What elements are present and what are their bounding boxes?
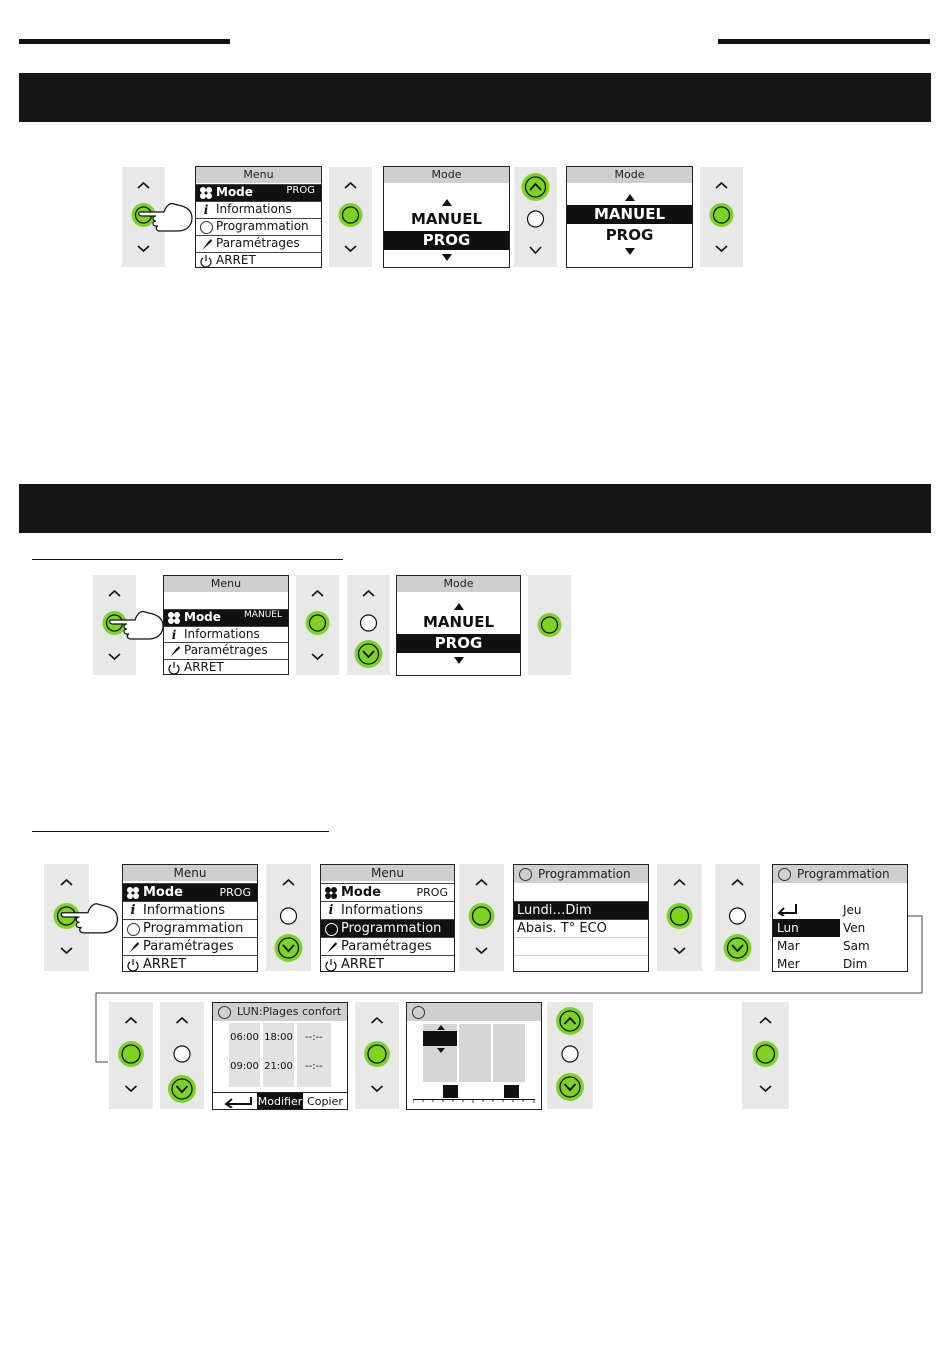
arrow-down-icon	[437, 1048, 445, 1053]
arrow-up-icon	[454, 603, 464, 610]
top-right-rule	[718, 39, 930, 44]
modifier-button[interactable]: Modifier	[257, 1095, 303, 1108]
fan-icon	[324, 886, 338, 900]
menu-item-label: ARRET	[341, 957, 385, 972]
top-left-rule	[19, 39, 230, 44]
day-sam[interactable]: Sam	[843, 939, 870, 953]
mode-option-prog[interactable]: PROG	[605, 226, 654, 244]
arrow-up-icon	[437, 1025, 445, 1030]
control-pad	[528, 575, 571, 675]
control-pad	[547, 1002, 593, 1109]
control-pad	[742, 1002, 789, 1109]
mode-value: PROG	[416, 886, 448, 899]
screen-title: LUN:Plages confort	[213, 1003, 347, 1021]
menu-item-label: ARRET	[143, 957, 187, 972]
section-banner-1	[19, 73, 931, 122]
screen-title: Menu	[164, 576, 288, 592]
menu-item-informations[interactable]	[164, 626, 288, 642]
menu-item-arret[interactable]	[196, 252, 321, 268]
power-icon	[199, 254, 213, 268]
menu-item-label: Informations	[143, 903, 226, 918]
clock-icon	[519, 868, 532, 881]
time-column	[459, 1024, 491, 1082]
time-column	[493, 1024, 525, 1082]
plage-empty[interactable]: --:--	[305, 1032, 323, 1043]
control-pad	[329, 167, 372, 267]
wrench-icon	[167, 644, 181, 658]
screen-title: Programmation	[773, 865, 907, 883]
timeline-ticks	[413, 1099, 535, 1105]
day-ven[interactable]: Ven	[843, 921, 866, 935]
plage-start[interactable]: 06:00	[230, 1032, 259, 1043]
screen-header	[407, 1003, 541, 1021]
menu-screen	[163, 575, 289, 675]
control-pad	[160, 1002, 204, 1109]
menu-item-label: Paramétrages	[184, 643, 268, 657]
menu-item-label: Paramétrages	[216, 236, 300, 250]
fan-icon	[199, 186, 213, 200]
menu-item-mode[interactable]	[123, 883, 257, 901]
plages-screen	[212, 1002, 348, 1110]
mode-option-prog[interactable]: PROG	[384, 231, 509, 250]
info-icon: i	[130, 903, 136, 918]
menu-item-label: Mode	[184, 610, 221, 624]
control-pad	[514, 167, 557, 267]
pointing-hand-icon	[109, 606, 165, 642]
mode-screen	[566, 166, 693, 268]
timeline-block	[504, 1085, 519, 1098]
screen-title: Menu	[123, 865, 257, 881]
menu-item-label: ARRET	[184, 660, 224, 674]
clock-icon	[200, 221, 213, 234]
control-pad	[355, 1002, 399, 1109]
arrow-up-icon	[625, 194, 635, 201]
prog-item-label: Lundi…Dim	[517, 903, 592, 918]
menu-item-label: Programmation	[143, 921, 244, 936]
mode-option-manuel[interactable]: MANUEL	[410, 210, 483, 228]
menu-item-label: Informations	[216, 202, 292, 216]
prog-item-label: Abais. T° ECO	[517, 921, 607, 936]
day-mer[interactable]: Mer	[777, 957, 800, 971]
menu-item-label: Paramétrages	[341, 939, 432, 954]
screen-title: Mode	[567, 167, 692, 183]
day-mar[interactable]: Mar	[777, 939, 800, 953]
timeline-block	[443, 1085, 458, 1098]
control-pad	[109, 1002, 153, 1109]
copier-button[interactable]: Copier	[307, 1095, 343, 1108]
control-pad	[296, 575, 339, 675]
arrow-up-icon	[442, 199, 452, 206]
menu-item-programmation[interactable]	[196, 218, 321, 235]
clock-icon	[412, 1006, 425, 1019]
mode-value: MANUEL	[244, 610, 282, 620]
menu-item-label: Mode	[143, 885, 183, 900]
menu-item-label: Paramétrages	[143, 939, 234, 954]
screen-title: Menu	[196, 167, 321, 183]
subsection-underline-2	[32, 831, 329, 832]
screen-title: Mode	[397, 576, 520, 592]
mode-option-manuel[interactable]: MANUEL	[567, 205, 692, 224]
fan-icon	[126, 886, 140, 900]
pointing-hand-icon	[138, 198, 194, 234]
mode-option-manuel[interactable]: MANUEL	[422, 613, 495, 631]
menu-item-label: ARRET	[216, 253, 256, 267]
control-pad	[700, 167, 743, 267]
mode-value: PROG	[219, 886, 251, 899]
info-icon: i	[171, 628, 177, 642]
screen-title: Mode	[384, 167, 509, 183]
menu-item-label: Programmation	[341, 921, 442, 936]
mode-screen	[383, 166, 510, 268]
screen-title: Menu	[321, 865, 454, 881]
menu-item-label: Informations	[341, 903, 424, 918]
arrow-down-icon	[442, 254, 452, 261]
arrow-down-icon	[625, 248, 635, 255]
menu-item-label: Mode	[341, 885, 381, 900]
day-dim[interactable]: Dim	[843, 957, 868, 971]
menu-screen	[195, 166, 322, 268]
mode-option-prog[interactable]: PROG	[397, 634, 520, 653]
subsection-underline-1	[32, 559, 343, 560]
screen-title: Programmation	[514, 865, 648, 883]
menu-item-label: Programmation	[216, 219, 309, 233]
mode-value: PROG	[286, 185, 315, 196]
plage-start[interactable]: 09:00	[230, 1061, 259, 1072]
day-jeu[interactable]: Jeu	[843, 903, 862, 917]
menu-item-parametrages[interactable]	[164, 642, 288, 659]
clock-icon	[218, 1006, 231, 1019]
clock-icon	[778, 868, 791, 881]
menu-item-parametrages[interactable]	[196, 235, 321, 252]
plage-empty[interactable]: --:--	[305, 1061, 323, 1072]
day-lun[interactable]: Lun	[777, 921, 799, 935]
wrench-icon	[199, 237, 213, 251]
section-banner-2	[19, 484, 931, 533]
arrow-down-icon	[454, 657, 464, 664]
time-selector[interactable]	[423, 1031, 457, 1046]
info-icon: i	[203, 203, 209, 217]
power-icon	[167, 661, 181, 675]
return-icon[interactable]	[223, 1094, 255, 1108]
info-icon: i	[328, 903, 334, 918]
plage-end[interactable]: 18:00	[264, 1032, 293, 1043]
plage-end[interactable]: 21:00	[264, 1061, 293, 1072]
mode-screen	[396, 575, 521, 676]
menu-item-mode[interactable]	[164, 609, 288, 626]
menu-item-mode[interactable]	[196, 184, 321, 201]
menu-item-mode[interactable]	[321, 883, 454, 901]
fan-icon	[167, 611, 181, 625]
control-pad	[347, 575, 390, 675]
timeline-screen	[406, 1002, 542, 1110]
menu-item-informations[interactable]	[196, 201, 321, 218]
menu-item-label: Mode	[216, 185, 253, 199]
menu-item-arret[interactable]	[164, 659, 288, 675]
menu-item-label: Informations	[184, 627, 260, 641]
